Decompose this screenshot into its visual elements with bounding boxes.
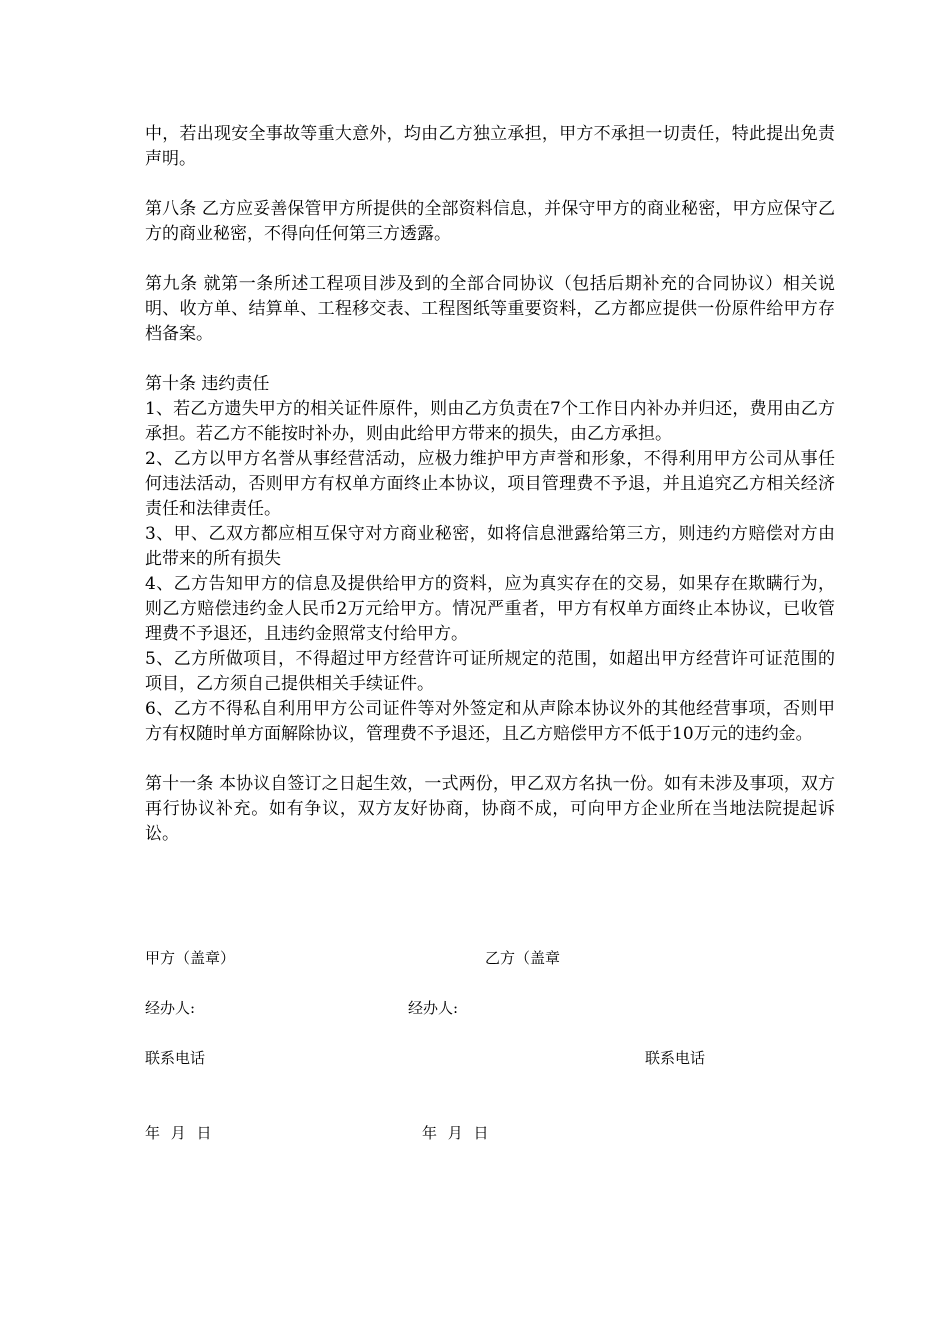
article-11: 第十一条 本协议自签订之日起生效，一式两份，甲乙双方名执一份。如有未涉及事项，双方再行协议补充。如有争议，双方友好协商，协商不成，可向甲方企业所在当地法院提起诉讼。 [145, 774, 835, 844]
article-10-item-1: 1、若乙方遗失甲方的相关证件原件，则由乙方负责在7个工作日内补办并归还，费用由乙方承担。若乙方不能按时补办，则由此给甲方带来的损失，由乙方承担。 [145, 399, 835, 444]
party-a-seal-label: 甲方（盖章） [145, 949, 236, 967]
party-a-handler-label: 经办人: [145, 999, 196, 1017]
article-10-item-4: 4、乙方告知甲方的信息及提供给甲方的资料，应为真实存在的交易，如果存在欺瞒行为，则乙方赔偿违约金人民币2万元给甲方。情况严重者，甲方有权单方面终止本协议，已收管理费不予退还，且违约金照常支付给甲方。 [145, 574, 835, 644]
article-10-item-3: 3、甲、乙双方都应相互保守对方商业秘密，如将信息泄露给第三方，则违约方赔偿对方由此带来的所有损失 [145, 524, 835, 569]
party-b-date-label: 年 月 日 [422, 1124, 489, 1142]
party-a-date-label: 年 月 日 [145, 1124, 212, 1142]
article-10-item-2: 2、乙方以甲方名誉从事经营活动，应极力维护甲方声誉和形象，不得利用甲方公司从事任何违法活动，否则甲方有权单方面终止本协议，项目管理费不予退，并且追究乙方相关经济责任和法律责任。 [145, 449, 835, 519]
article-10-item-6: 6、乙方不得私自利用甲方公司证件等对外签定和从声除本协议外的其他经营事项，否则甲方有权随时单方面解除协议，管理费不予退还，且乙方赔偿甲方不低于10万元的违约金。 [145, 699, 835, 744]
article-8: 第八条 乙方应妥善保管甲方所提供的全部资料信息，并保守甲方的商业秘密，甲方应保守乙方的商业秘密，不得向任何第三方透露。 [145, 199, 835, 244]
agreement-body [145, 122, 835, 847]
party-b-seal-label: 乙方（盖章 [485, 949, 561, 967]
party-a-phone-label: 联系电话 [145, 1049, 206, 1067]
party-b-phone-label: 联系电话 [645, 1049, 706, 1067]
article-10-item-5: 5、乙方所做项目，不得超过甲方经营许可证所规定的范围，如超出甲方经营许可证范围的项目，乙方须自己提供相关手续证件。 [145, 649, 835, 694]
paragraph-continuation: 中，若出现安全事故等重大意外，均由乙方独立承担，甲方不承担一切责任，特此提出免责声明。 [145, 124, 835, 169]
article-10-heading: 第十条 违约责任 [145, 374, 270, 394]
article-9: 第九条 就第一条所述工程项目涉及到的全部合同协议（包括后期补充的合同协议）相关说明、收方单、结算单、工程移交表、工程图纸等重要资料，乙方都应提供一份原件给甲方存档备案。 [145, 274, 835, 344]
party-b-handler-label: 经办人: [408, 999, 459, 1017]
article-10 [145, 372, 835, 747]
